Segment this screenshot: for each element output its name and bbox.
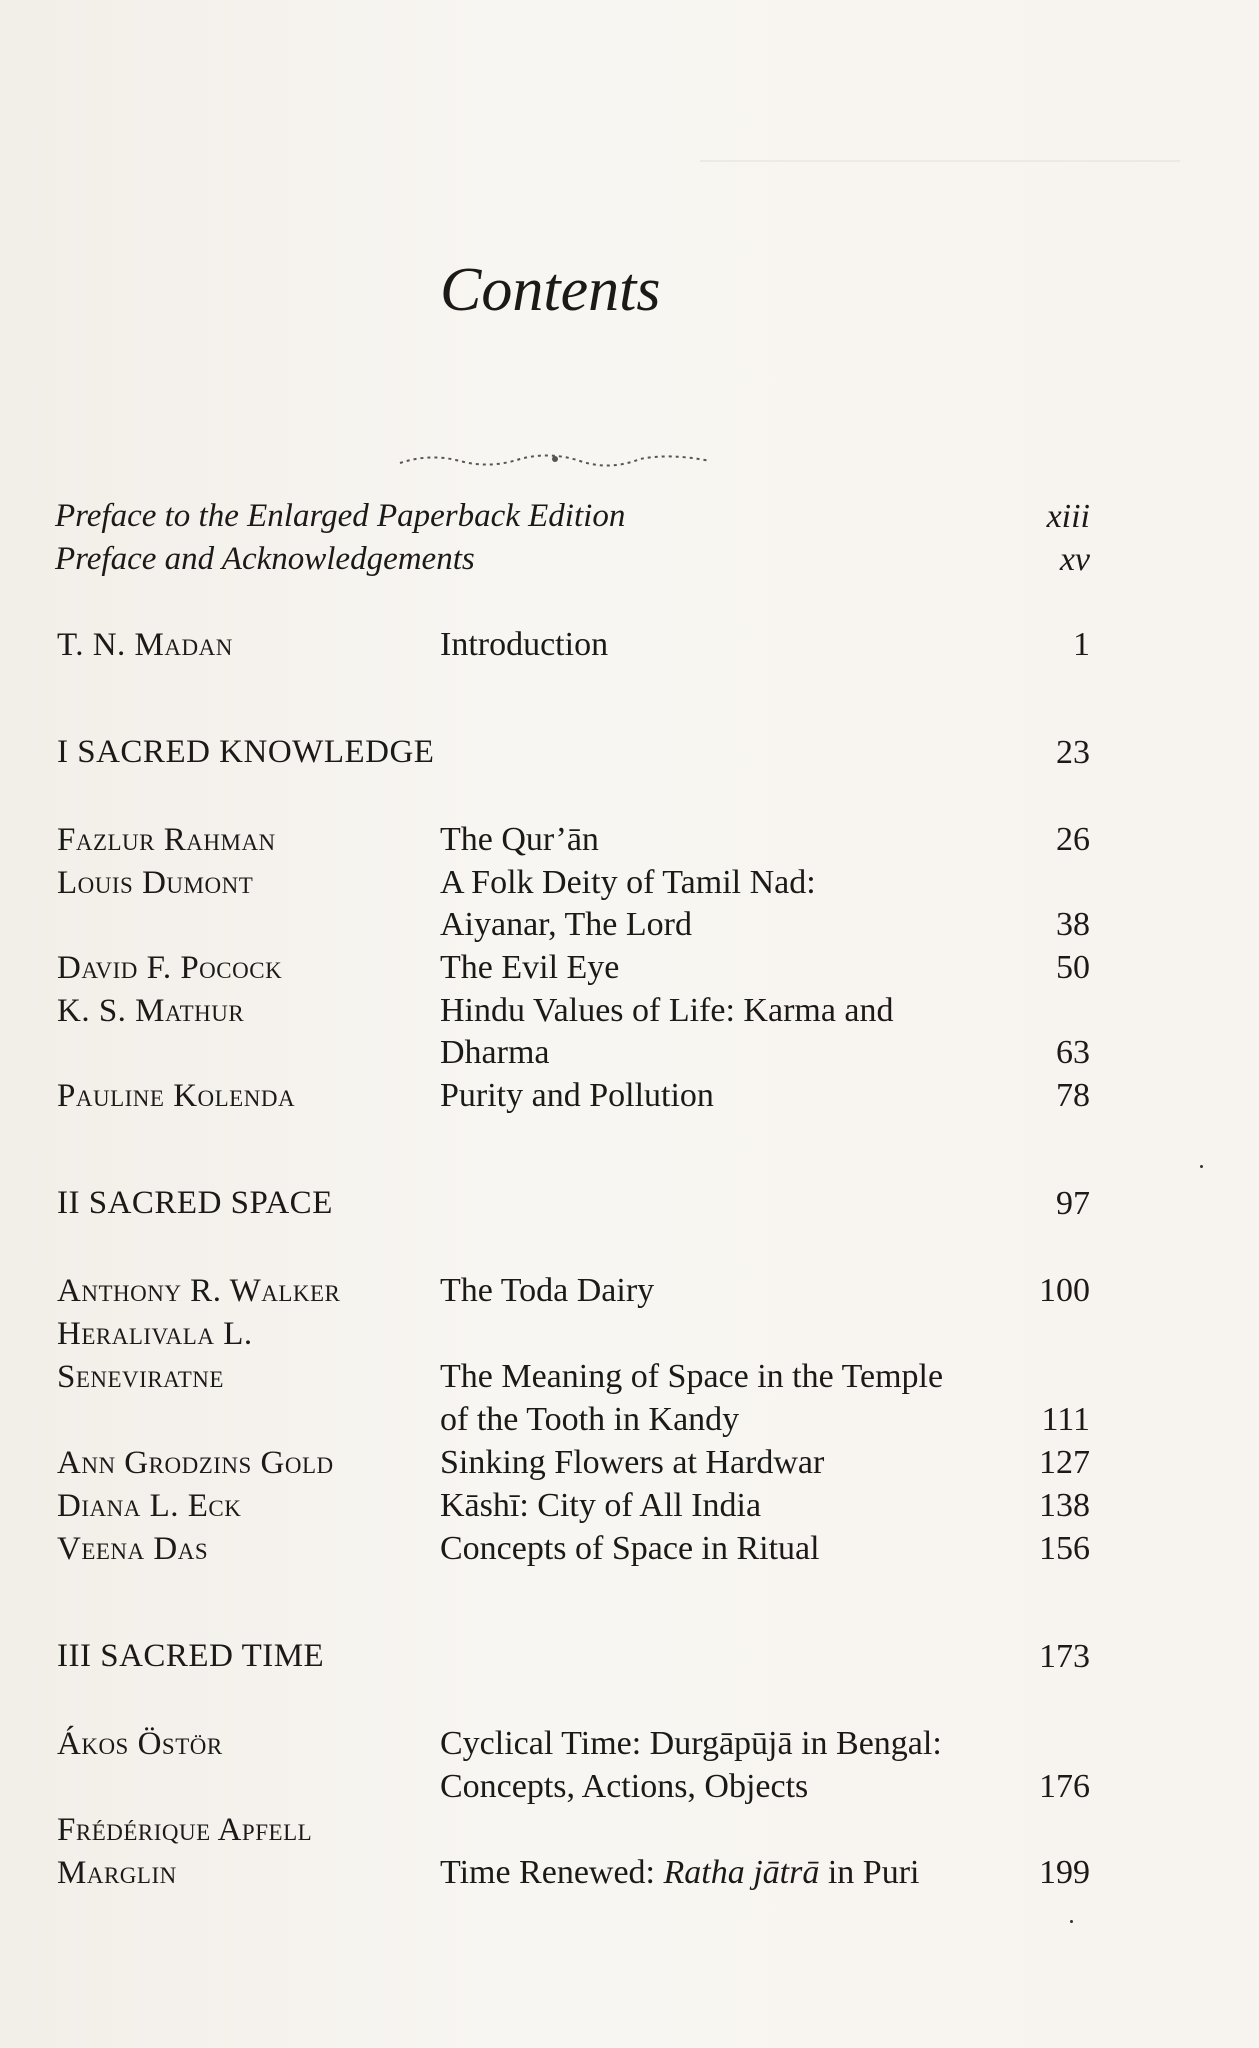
preface-acknowledgements-page: xv <box>1059 541 1090 578</box>
chapter-title <box>440 1854 919 1892</box>
chapter-author: Frédérique Apfell <box>57 1812 313 1848</box>
part-page: 97 <box>1056 1185 1090 1222</box>
chapter-title: Kāshī: City of All India <box>440 1487 762 1524</box>
chapter-author: David F. Pocock <box>57 950 283 986</box>
chapter-title-continued: Aiyanar, The Lord <box>440 906 692 943</box>
chapter-title: The Evil Eye <box>440 949 620 986</box>
chapter-author: Pauline Kolenda <box>57 1078 296 1114</box>
chapter-page: 38 <box>1056 906 1090 943</box>
chapter-title-italic: Ratha jātrā <box>663 1854 820 1891</box>
chapter-author-continued: Marglin <box>57 1855 177 1891</box>
chapter-author: Ákos Östör <box>57 1726 223 1762</box>
chapter-page: 176 <box>1039 1768 1090 1805</box>
intro-author: T. N. Madan <box>57 627 233 663</box>
page-title: Contents <box>440 256 661 324</box>
chapter-author: K. S. Mathur <box>57 993 245 1029</box>
intro-title: Introduction <box>440 626 609 663</box>
chapter-page: 63 <box>1056 1034 1090 1071</box>
chapter-title: The Toda Dairy <box>440 1272 655 1309</box>
chapter-title: The Meaning of Space in the Temple <box>440 1358 944 1395</box>
chapter-title-part: Time Renewed: <box>440 1854 664 1891</box>
chapter-title-continued: Concepts, Actions, Objects <box>440 1768 809 1805</box>
chapter-title: A Folk Deity of Tamil Nad: <box>440 864 816 901</box>
intro-page: 1 <box>1073 626 1090 663</box>
chapter-author-continued: Seneviratne <box>57 1359 224 1395</box>
speck-mark <box>1200 1165 1203 1168</box>
chapter-author: Diana L. Eck <box>57 1488 242 1524</box>
chapter-page: 50 <box>1056 949 1090 986</box>
part-page: 173 <box>1039 1638 1090 1675</box>
chapter-title-part: in Puri <box>819 1854 920 1891</box>
part-heading: I SACRED KNOWLEDGE <box>57 734 435 770</box>
ornament-flourish-icon <box>390 445 720 475</box>
chapter-title: Cyclical Time: Durgāpūjā in Bengal: <box>440 1725 942 1762</box>
chapter-title: Hindu Values of Life: Karma and <box>440 992 894 1029</box>
preface-paperback-page: xiii <box>1046 498 1090 535</box>
chapter-page: 156 <box>1039 1530 1090 1567</box>
chapter-title: Sinking Flowers at Hardwar <box>440 1444 825 1481</box>
part-page: 23 <box>1056 734 1090 771</box>
chapter-title-continued: Dharma <box>440 1034 550 1071</box>
preface-acknowledgements-label: Preface and Acknowledgements <box>55 541 475 577</box>
speck-mark <box>1070 1920 1073 1923</box>
chapter-page: 199 <box>1039 1854 1090 1891</box>
chapter-page: 111 <box>1041 1401 1090 1438</box>
chapter-page: 100 <box>1039 1272 1090 1309</box>
chapter-author: Veena Das <box>57 1531 209 1567</box>
chapter-title: Purity and Pollution <box>440 1077 714 1114</box>
chapter-author: Anthony R. Walker <box>57 1273 341 1309</box>
chapter-author: Ann Grodzins Gold <box>57 1445 334 1481</box>
chapter-title: Concepts of Space in Ritual <box>440 1530 820 1567</box>
part-heading: II SACRED SPACE <box>57 1185 333 1221</box>
chapter-author: Heralivala L. <box>57 1316 253 1352</box>
preface-paperback-label: Preface to the Enlarged Paperback Edition <box>55 498 626 534</box>
part-heading: III SACRED TIME <box>57 1638 325 1674</box>
chapter-page: 26 <box>1056 821 1090 858</box>
chapter-author: Fazlur Rahman <box>57 822 276 858</box>
chapter-page: 78 <box>1056 1077 1090 1114</box>
chapter-title-continued: of the Tooth in Kandy <box>440 1401 740 1438</box>
chapter-page: 127 <box>1039 1444 1090 1481</box>
chapter-author: Louis Dumont <box>57 865 254 901</box>
chapter-title: The Qur’ān <box>440 821 599 858</box>
chapter-page: 138 <box>1039 1487 1090 1524</box>
